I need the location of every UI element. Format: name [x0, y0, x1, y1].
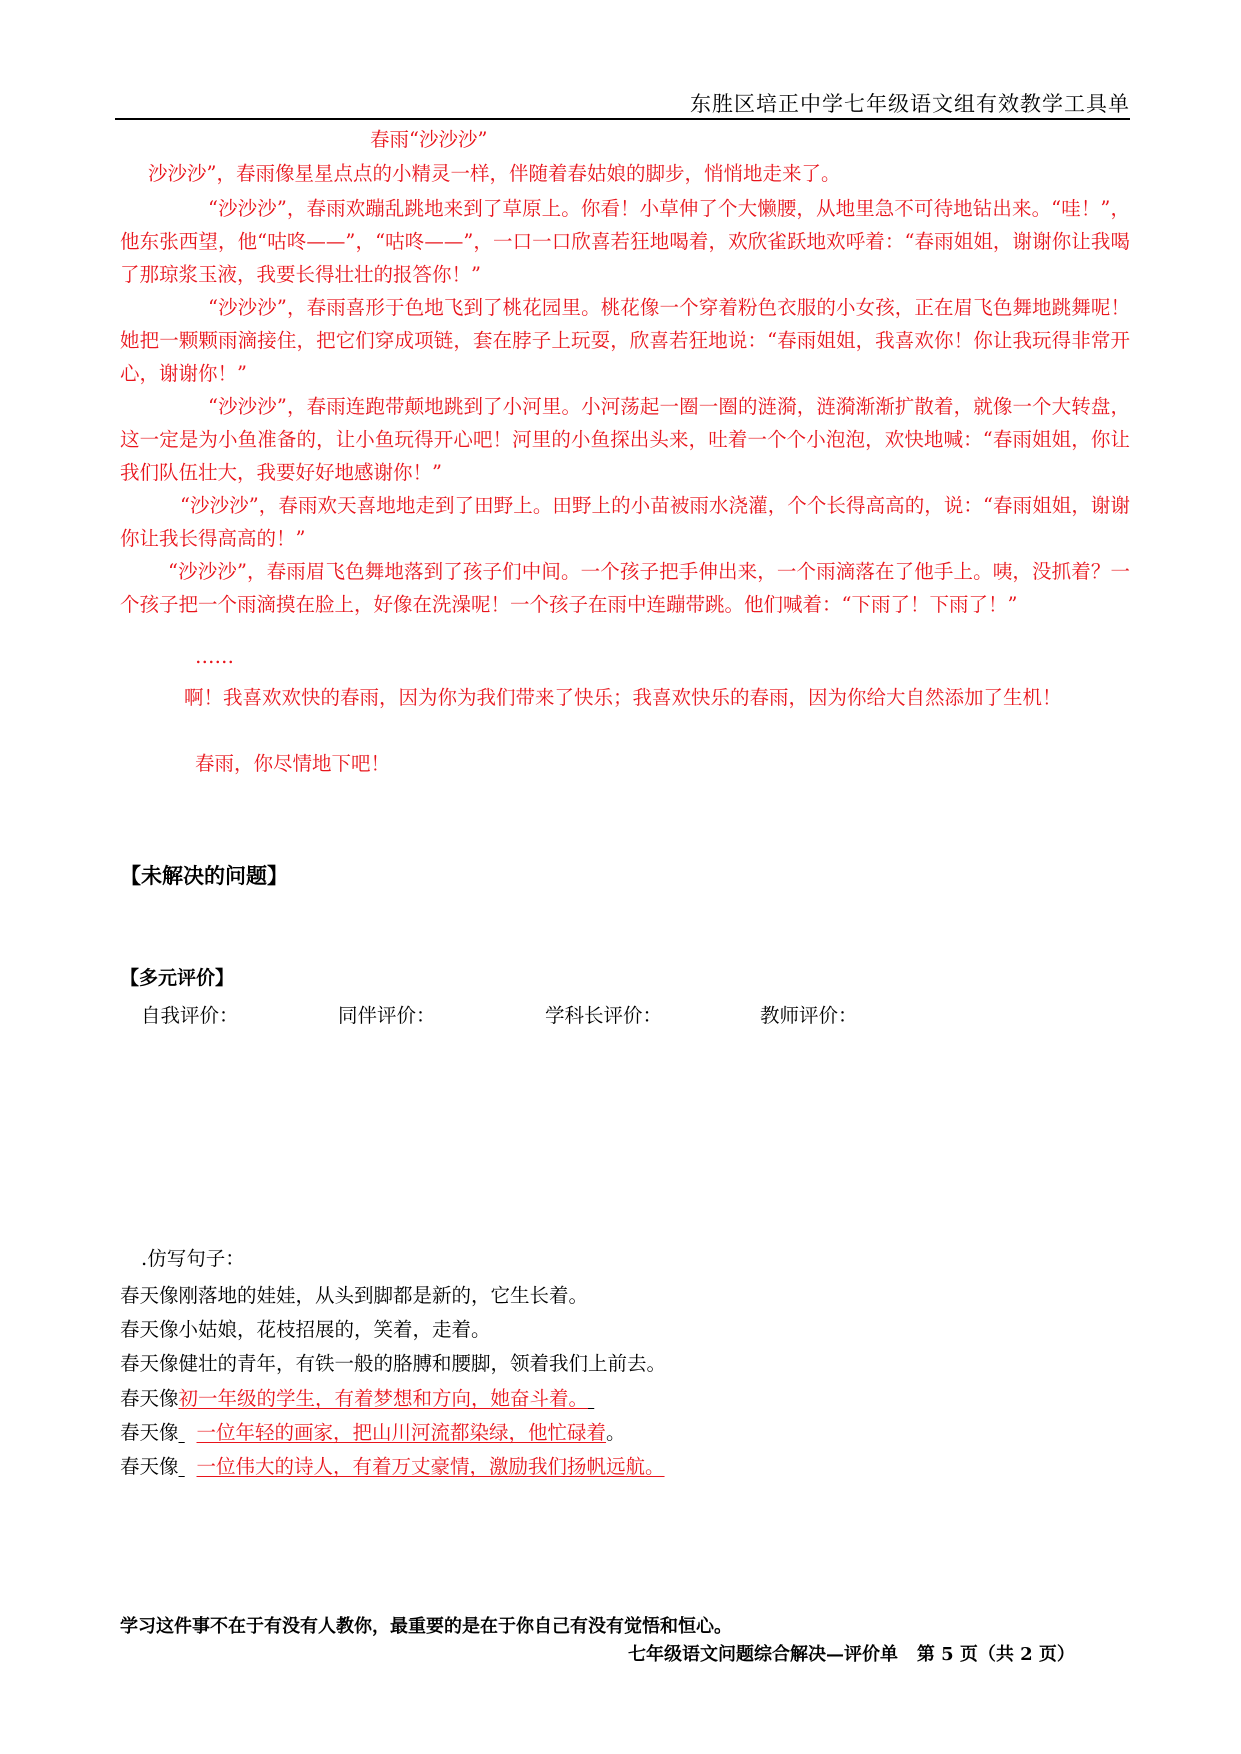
answer-line-1	[120, 1383, 688, 1411]
answer-prefix: 春天像	[120, 1421, 179, 1444]
essay-paragraph-5: “沙沙沙”，春雨欢天喜地地走到了田野上。田野上的小苗被雨水浇灌，个个长得高高的，说：“春雨姐姐，谢谢你让我长得高高的！”	[120, 494, 1130, 550]
answer-line-3	[120, 1451, 665, 1479]
answer-blank	[588, 1387, 688, 1410]
footer-doc-title: 七年级语文问题综合解决—评价单	[628, 1644, 898, 1665]
essay-paragraph-7: 啊！我喜欢欢快的春雨，因为你为我们带来了快乐；我喜欢快乐的春雨，因为你给大自然添加了生机！	[184, 686, 1062, 709]
subject-leader-evaluation-label: 学科长评价：	[545, 1004, 663, 1027]
essay-paragraph-6: “沙沙沙”，春雨眉飞色舞地落到了孩子们中间。一个孩子把手伸出来，一个雨滴落在了他手上。咦，没抓着？一个孩子把一个雨滴摸在脸上，好像在洗澡呢！一个孩子在雨中连蹦带跳。他们喊着：“下雨了！下雨了！”	[120, 560, 1130, 616]
essay-ellipsis: ……	[195, 645, 234, 668]
answer-prefix: 春天像	[120, 1455, 179, 1478]
footer-page-number: 第 5 页（共 2 页）	[916, 1644, 1075, 1665]
essay-paragraph-4: “沙沙沙”，春雨连跑带颠地跳到了小河里。小河荡起一圈一圈的涟漪，涟漪渐渐扩散着，就像一个大转盘，这一定是为小鱼准备的，让小鱼玩得开心吧！河里的小鱼探出头来，吐着一个个小泡泡，欢快地喊：“春雨姐姐，你让我们队伍壮大，我要好好地感谢你！”	[120, 395, 1130, 484]
peer-evaluation-label: 同伴评价：	[338, 1004, 436, 1027]
teacher-evaluation-label: 教师评价：	[760, 1004, 858, 1027]
header-title: 东胜区培正中学七年级语文组有效教学工具单	[690, 92, 1130, 116]
answer-line-2	[120, 1417, 626, 1445]
header-divider	[115, 118, 1130, 120]
example-sentence-2: 春天像小姑娘，花枝招展的，笑着，走着。	[120, 1318, 491, 1341]
essay-paragraph-1: 沙沙沙”，春雨像星星点点的小精灵一样，伴随着春姑娘的脚步，悄悄地走来了。	[148, 162, 841, 185]
footer-motto: 学习这件事不在于有没有人教你，最重要的是在于你自己有没有觉悟和恒心。	[120, 1616, 732, 1637]
answer-blank	[179, 1455, 197, 1478]
answer-period: 。	[606, 1421, 626, 1444]
answer-1: 初一年级的学生，有着梦想和方向，她奋斗着。	[178, 1387, 589, 1410]
example-sentence-3: 春天像健壮的青年，有铁一般的胳膊和腰脚，领着我们上前去。	[120, 1352, 667, 1375]
essay-paragraph-8: 春雨，你尽情地下吧！	[195, 752, 391, 775]
example-sentence-1: 春天像刚落地的娃娃，从头到脚都是新的，它生长着。	[120, 1284, 589, 1307]
essay-paragraph-2: “沙沙沙”，春雨欢蹦乱跳地来到了草原上。你看！小草伸了个大懒腰，从地里急不可待地钻出来。“哇！”，他东张西望，他“咕咚——”，“咕咚——”，一口一口欣喜若狂地喝着，欢欣雀跃地欢呼着：“春雨姐姐，谢谢你让我喝了那琼浆玉液，我要长得壮壮的报答你！”	[120, 197, 1130, 286]
evaluation-heading: 【多元评价】	[120, 967, 235, 989]
imitation-heading: .仿写句子：	[141, 1247, 245, 1270]
answer-3: 一位伟大的诗人，有着万丈豪情，激励我们扬帆远航。	[196, 1455, 665, 1478]
essay-paragraph-3: “沙沙沙”，春雨喜形于色地飞到了桃花园里。桃花像一个穿着粉色衣服的小女孩，正在眉飞色舞地跳舞呢！她把一颗颗雨滴接住，把它们穿成项链，套在脖子上玩耍，欣喜若狂地说：“春雨姐姐，我喜欢你！你让我玩得非常开心，谢谢你！”	[120, 296, 1130, 385]
self-evaluation-label: 自我评价：	[141, 1004, 239, 1027]
answer-prefix: 春天像	[120, 1387, 179, 1410]
footer-doc-info	[628, 1640, 1075, 1666]
answer-blank	[179, 1421, 197, 1444]
essay-title: 春雨“沙沙沙”	[370, 128, 488, 151]
answer-2: 一位年轻的画家，把山川河流都染绿，他忙碌着	[196, 1421, 607, 1444]
unsolved-heading: 【未解决的问题】	[120, 863, 288, 888]
